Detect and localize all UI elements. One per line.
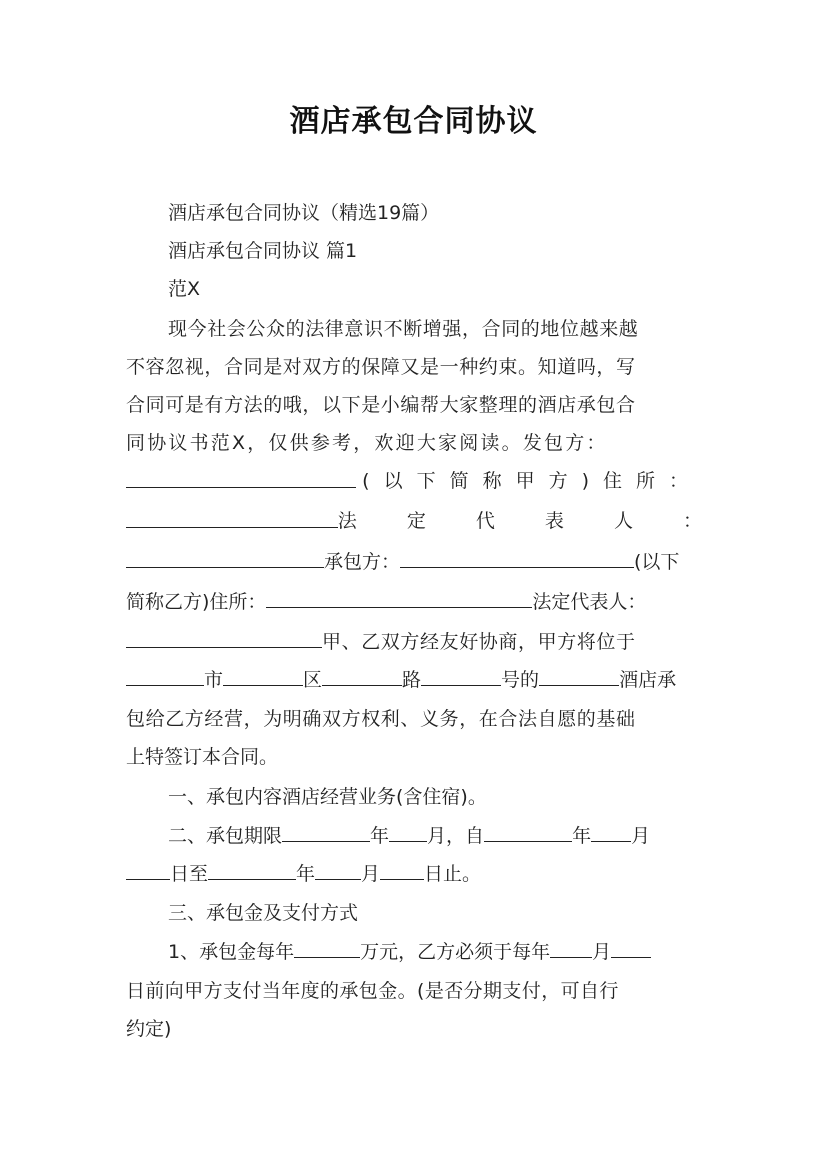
party-b-note-start: (以下 bbox=[634, 551, 680, 573]
from-label: ，自 bbox=[446, 825, 485, 847]
blank-number bbox=[421, 666, 501, 686]
party-b-address-line bbox=[126, 588, 702, 614]
number-label: 号的 bbox=[501, 669, 540, 691]
blank-party-a-address bbox=[126, 508, 338, 528]
negotiation-text: 甲、乙双方经友好协商，甲方将位于 bbox=[322, 631, 636, 653]
legal-rep-line-1 bbox=[126, 508, 724, 534]
blank-party-a-rep bbox=[126, 548, 324, 568]
city-label: 市 bbox=[204, 669, 224, 691]
month-label-3: 月 bbox=[361, 863, 381, 885]
year-label-3: 年 bbox=[296, 863, 316, 885]
intro-line-1: 现今社会公众的法律意识不断增强，合同的地位越来越 bbox=[168, 318, 639, 340]
blank-city bbox=[126, 666, 204, 686]
blank-end-year bbox=[208, 860, 296, 880]
party-a-note: (以下简称甲方)住所： bbox=[362, 470, 702, 492]
subtitle: 酒店承包合同协议（精选19篇） bbox=[168, 202, 440, 224]
blank-start-month bbox=[591, 822, 631, 842]
party-b-note-end: 简称乙方)住所： bbox=[126, 591, 267, 613]
blank-pay-day bbox=[611, 938, 651, 958]
clause-3-1-line-2: 日前向甲方支付当年度的承包金。(是否分期支付，可自行 bbox=[126, 980, 619, 1002]
intro-line-3: 合同可是有方法的哦，以下是小编帮大家整理的酒店承包合 bbox=[126, 394, 636, 416]
blank-month-count bbox=[389, 822, 427, 842]
blank-annual-amount bbox=[294, 938, 360, 958]
road-label: 路 bbox=[402, 669, 422, 691]
blank-party-b-rep bbox=[126, 628, 322, 648]
blank-district bbox=[223, 666, 303, 686]
section-heading: 酒店承包合同协议 篇1 bbox=[168, 240, 358, 262]
contractor-line bbox=[126, 548, 702, 574]
blank-start-day bbox=[126, 860, 170, 880]
document-title: 酒店承包合同协议 bbox=[289, 104, 538, 139]
blank-end-day bbox=[380, 860, 424, 880]
district-label: 区 bbox=[303, 669, 323, 691]
clause-3-1-part-b: 万元，乙方必须于每年 bbox=[360, 941, 551, 963]
year-label-1: 年 bbox=[370, 825, 390, 847]
intro-line-4: 同协议书范X，仅供参考，欢迎大家阅读。发包方： bbox=[126, 432, 608, 454]
clause-2-label: 二、承包期限 bbox=[168, 825, 283, 847]
month-label-2: 月 bbox=[631, 825, 651, 847]
blank-hotel-name bbox=[539, 666, 619, 686]
day-to-label: 日至 bbox=[170, 863, 209, 885]
contractor-label: 承包方： bbox=[324, 551, 401, 573]
blank-party-b-address bbox=[266, 588, 532, 608]
clause-3-1-line-3: 约定) bbox=[126, 1018, 172, 1040]
intro-line-2: 不容忽视，合同是对双方的保障又是一种约束。知道吗，写 bbox=[126, 356, 636, 378]
month-label-4: 月 bbox=[592, 941, 612, 963]
clause-1: 一、承包内容酒店经营业务(含住宿)。 bbox=[168, 786, 487, 808]
clause-3-heading: 三、承包金及支付方式 bbox=[168, 902, 359, 924]
contract-body-line-2: 上特签订本合同。 bbox=[126, 746, 279, 768]
hotel-contract-label: 酒店承 bbox=[619, 669, 677, 691]
contract-body-line-1: 包给乙方经营，为明确双方权利、义务，在合法自愿的基础 bbox=[126, 708, 636, 730]
blank-pay-month bbox=[550, 938, 592, 958]
blank-contractor bbox=[400, 548, 634, 568]
clause-3-1-part-a: 1、承包金每年 bbox=[168, 941, 295, 963]
party-b-legal-rep-label: 法定代表人： bbox=[532, 591, 647, 613]
day-end-label: 日止。 bbox=[424, 863, 482, 885]
blank-start-year-count bbox=[282, 822, 370, 842]
location-line bbox=[126, 666, 702, 692]
blank-end-month bbox=[315, 860, 361, 880]
party-a-line bbox=[126, 468, 702, 494]
sample-label: 范X bbox=[168, 278, 201, 300]
blank-party-a bbox=[126, 468, 356, 488]
clause-3-1-line-1 bbox=[168, 938, 702, 964]
clause-2-line-1 bbox=[168, 822, 702, 848]
blank-road bbox=[322, 666, 402, 686]
legal-rep-label-spaced: 法 定 代 表 人 ： bbox=[337, 510, 724, 532]
year-label-2: 年 bbox=[572, 825, 592, 847]
clause-2-line-2 bbox=[126, 860, 702, 886]
blank-start-year bbox=[484, 822, 572, 842]
month-label-1: 月 bbox=[427, 825, 447, 847]
negotiation-line bbox=[126, 628, 702, 654]
